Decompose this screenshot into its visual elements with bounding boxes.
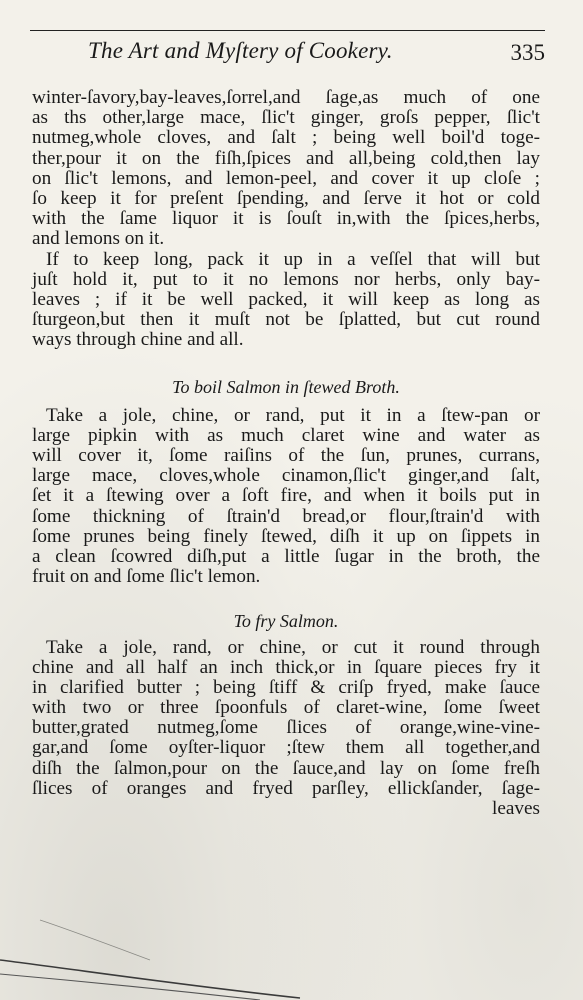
header-rule (30, 30, 545, 31)
page-curl-shadow (0, 890, 583, 1000)
recipe-heading-fry-salmon: To fry Salmon. (233, 611, 339, 632)
page-number: 335 (510, 40, 545, 65)
text-line: ways through chine and all. (32, 329, 244, 351)
text-line: ſo keep it for preſent ſpending, and ſerve it hot or cold (32, 187, 540, 209)
page-body (32, 88, 540, 819)
text-line: will cover it, ſome raiſins of the ſun, prunes, currans, (32, 445, 540, 467)
text-line: large mace, cloves,whole cinamon,ſlic't ginger,and ſalt, (32, 465, 540, 487)
text-line: and lemons on it. (32, 228, 165, 250)
text-line: ſome thickning of ſtrain'd bread,or flour,ſtrain'd with (32, 505, 540, 527)
text-line: large pipkin with as much claret wine and water as (32, 424, 540, 446)
text-line: on ſlic't lemons, and lemon-peel, and cover it up cloſe ; (32, 167, 540, 189)
text-line: nutmeg,whole cloves, and ſalt ; being well boil'd toge- (32, 127, 540, 149)
text-line: diſh the ſalmon,pour on the ſauce,and lay on ſome freſh (32, 757, 540, 779)
text-line: ſlices of oranges and fryed parſley, ellickſander, ſage- (32, 777, 540, 799)
text-line: fruit on and ſome ſlic't lemon. (32, 566, 261, 588)
text-line: Take a jole, rand, or chine, or cut it round through (46, 636, 540, 658)
text-line: in clarified butter ; being ſtiff & criſp fryed, make ſauce (32, 676, 540, 698)
running-title: The Art and Myſtery of Cookery. (88, 38, 393, 63)
text-line: chine and all half an inch thick,or in ſquare pieces fry it (32, 656, 540, 678)
text-line: ther,pour it on the fiſh,ſpices and all,being cold,then lay (32, 147, 540, 169)
text-line: ſome prunes being finely ſtewed, diſh it up on ſippets in (32, 525, 540, 547)
paragraph-boil-salmon (32, 406, 540, 588)
text-line: gar,and ſome oyſter-liquor ;ſtew them all together,and (32, 737, 540, 759)
paragraph-continued (32, 88, 540, 250)
paragraph-keep-long (32, 250, 540, 351)
catchword: leaves (492, 798, 540, 820)
page-header (30, 36, 545, 76)
text-line: Take a jole, chine, or rand, put it in a ſtew-pan or (46, 404, 540, 426)
text-line: a clean ſcowred diſh,put a little ſugar in the broth, the (32, 545, 540, 567)
text-line: as ths other,large mace, ſlic't ginger, groſs pepper, ſlic't (32, 107, 540, 129)
text-line: with two or three ſpoonfuls of claret-wine, ſome ſweet (32, 697, 540, 719)
text-line: winter-ſavory,bay-leaves,ſorrel,and ſage,as much of one (32, 87, 540, 108)
text-line: ſet it a ſtewing over a ſoft fire, and when it boils put in (32, 485, 540, 507)
text-line: ſturgeon,but then it muſt not be ſplatted, but cut round (32, 309, 540, 331)
text-line: If to keep long, pack it up in a veſſel that will but (46, 248, 540, 270)
text-line: leaves ; if it be well packed, it will keep as long as (32, 288, 540, 310)
text-line: juſt hold it, put to it no lemons nor herbs, only bay- (32, 268, 540, 290)
paragraph-fry-salmon (32, 638, 540, 820)
text-line: with the ſame liquor it is ſouſt in,with the ſpices,herbs, (32, 208, 540, 230)
text-line: butter,grated nutmeg,ſome ſlices of orange,wine-vine- (32, 717, 540, 739)
recipe-heading-boil-salmon: To boil Salmon in ſtewed Broth. (172, 377, 400, 398)
